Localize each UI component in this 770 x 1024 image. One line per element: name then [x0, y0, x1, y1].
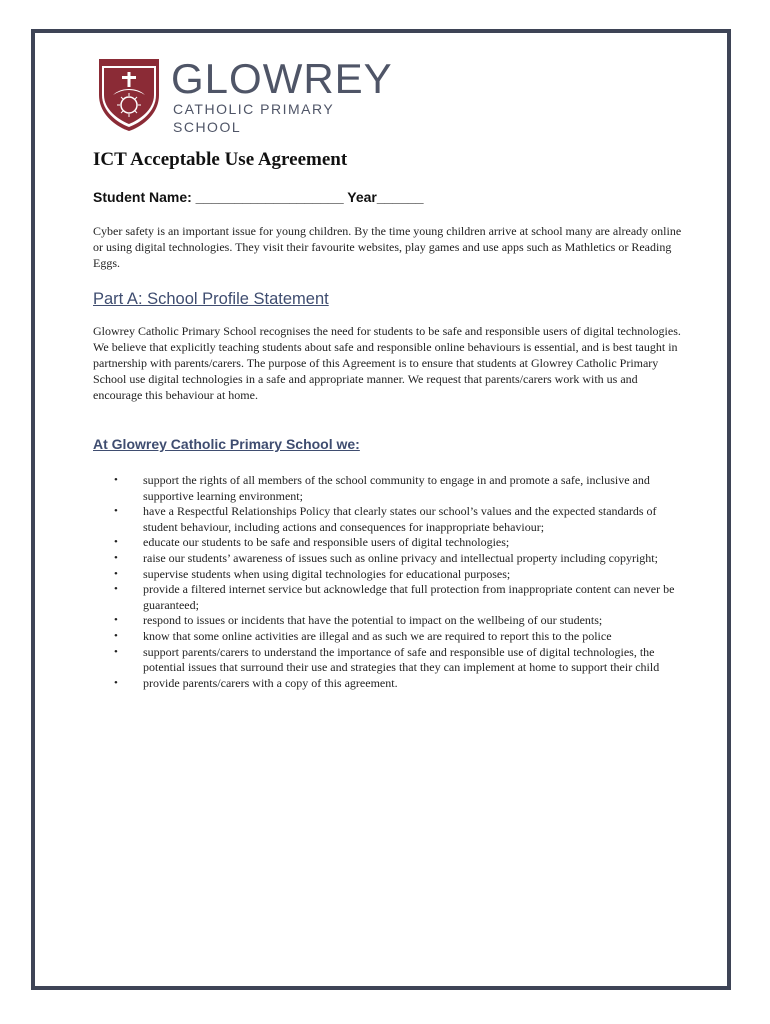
bullet-icon: •: [114, 567, 118, 580]
document-page: [31, 29, 731, 990]
school-logo: [97, 57, 407, 137]
list-item: • provide a filtered internet service but acknowledge that full protection from inappropriate content can never be guaranteed;: [114, 582, 675, 612]
list-item: • support parents/carers to understand the importance of safe and responsible use of digital technologies, the potential issues that surround their use and strategies that they can implement at home to support their child: [114, 644, 660, 675]
list-item: • have a Respectful Relationships Policy that clearly states our school’s values and the expected standards of student behaviour, including actions and consequences for inappropriate behaviour;: [114, 504, 657, 534]
bullet-icon: •: [114, 645, 118, 658]
list-item: • raise our students’ awareness of issues such as online privacy and intellectual property including copyright;: [114, 550, 658, 565]
bullet-icon: •: [114, 474, 118, 486]
list-item: • know that some online activities are illegal and as such we are required to report this to the police: [114, 628, 612, 643]
bullet-icon: •: [114, 676, 118, 689]
bullet-icon: •: [114, 583, 118, 596]
bullet-icon: •: [114, 614, 118, 627]
list-item: • respond to issues or incidents that have the potential to impact on the wellbeing of our students;: [114, 613, 603, 628]
school-name: GLOWREY: [171, 55, 393, 102]
list-item: • provide parents/carers with a copy of this agreement.: [114, 675, 398, 690]
profile-statement: Glowrey Catholic Primary School recognises the need for students to be safe and responsible users of digital technologies. We believe that explicitly teaching students about safe and responsible online behaviours is essential, and is best taught in partnership with parents/carers. The purpose of this Agreement is to ensure that students at Glowrey Catholic Primary School use digital technologies in a safe and appropriate manner. We request that parents/carers work with us and encourage this behaviour at home.: [93, 324, 681, 402]
bullet-icon: •: [114, 551, 118, 564]
student-name-year-field: Student Name: ___________________ Year______: [93, 189, 424, 205]
list-item: • educate our students to be safe and responsible users of digital technologies;: [114, 535, 510, 550]
bullet-icon: •: [114, 505, 118, 518]
commitments-list: [93, 473, 683, 691]
bullet-icon: •: [114, 536, 118, 549]
part-a-heading: Part A: School Profile Statement: [93, 290, 329, 308]
school-commitments-heading: At Glowrey Catholic Primary School we:: [93, 436, 360, 452]
list-item: • supervise students when using digital technologies for educational purposes;: [114, 566, 511, 581]
school-crest-icon: [97, 57, 161, 133]
bullet-icon: •: [114, 629, 118, 642]
list-item: • support the rights of all members of the school community to engage in and promote a safe, inclusive and supportive learning environment;: [114, 473, 650, 503]
school-subtitle: CATHOLIC PRIMARY SCHOOL: [173, 101, 334, 135]
intro-paragraph: Cyber safety is an important issue for young children. By the time young children arrive at school many are already online or using digital technologies. They visit their favourite websites, play games and use apps such as Mathletics or Reading Eggs.: [93, 224, 682, 270]
document-title: ICT Acceptable Use Agreement: [93, 149, 348, 170]
